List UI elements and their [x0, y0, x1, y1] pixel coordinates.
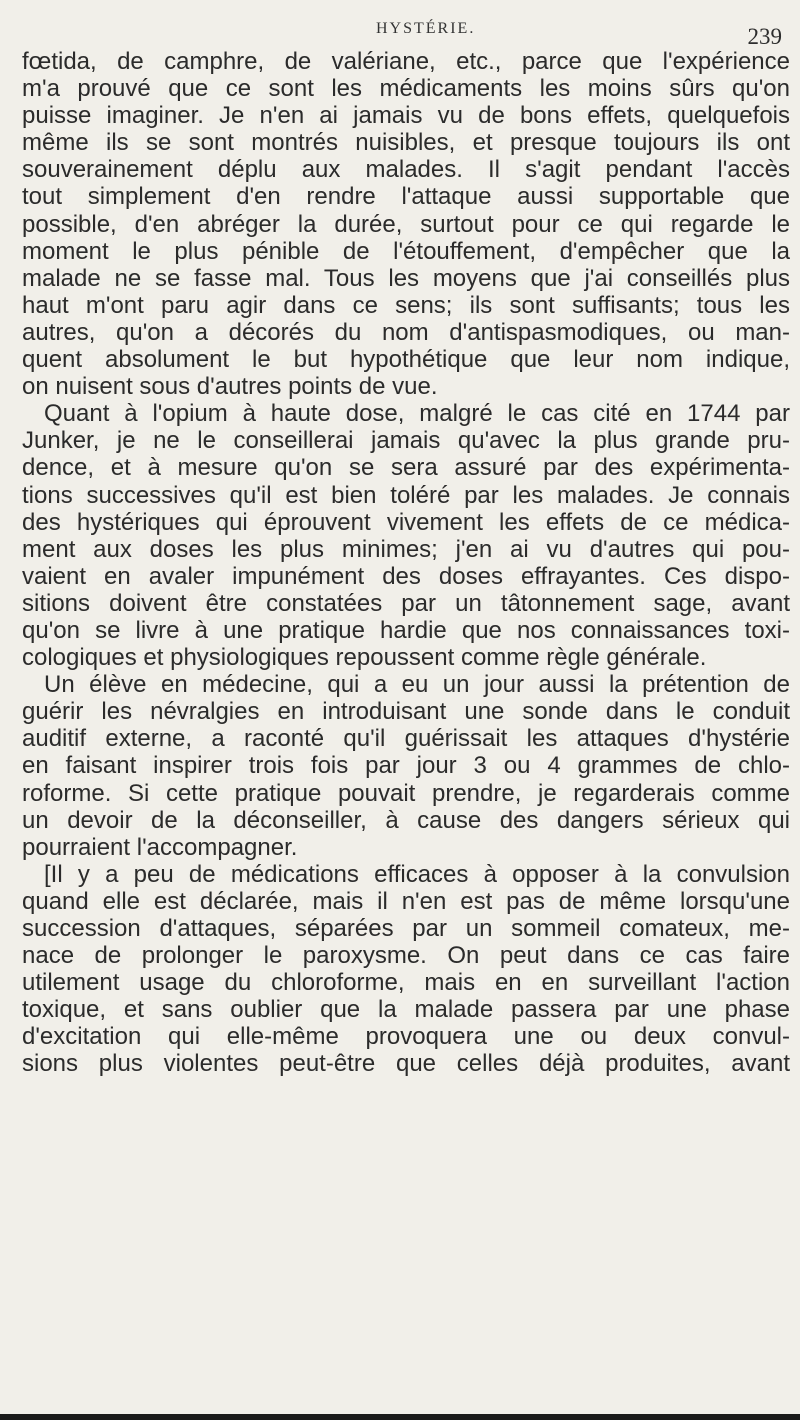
- text-line: souverainement déplu aux malades. Il s'agit pendant l'accès: [22, 156, 790, 184]
- text-line: quand elle est déclarée, mais il n'en est pas de même lorsqu'une: [22, 887, 790, 915]
- body-text: [22, 48, 790, 1078]
- text-line: sions plus violentes peut-être que celles déjà produites, avant: [22, 1050, 790, 1078]
- paragraph-1: [22, 48, 790, 400]
- text-line: qu'on se livre à une pratique hardie que nos connaissances toxi-: [22, 616, 790, 644]
- text-line: d'excitation qui elle-même provoquera une ou deux convul-: [22, 1023, 790, 1051]
- paragraph-4: [22, 861, 790, 1078]
- text-line: haut m'ont paru agir dans ce sens; ils sont suffisants; tous les: [22, 291, 790, 319]
- text-line: tions successives qu'il est bien toléré par les malades. Je connais: [22, 481, 790, 509]
- text-line: un devoir de la déconseiller, à cause des dangers sérieux qui: [22, 806, 790, 834]
- running-title: HYSTÉRIE.: [376, 20, 476, 37]
- text-line: Un élève en médecine, qui a eu un jour aussi la prétention de: [44, 671, 790, 699]
- text-line: nace de prolonger le paroxysme. On peut dans ce cas faire: [22, 942, 790, 970]
- text-line: Junker, je ne le conseillerai jamais qu'avec la plus grande pru-: [22, 427, 790, 455]
- page-bottom-edge: [0, 1414, 800, 1420]
- text-line: m'a prouvé que ce sont les médicaments les moins sûrs qu'on: [22, 75, 790, 103]
- paragraph-2: [22, 400, 790, 671]
- text-line: cologiques et physiologiques repoussent comme règle générale.: [22, 644, 707, 672]
- text-line: puisse imaginer. Je n'en ai jamais vu de bons effets, quelquefois: [22, 102, 790, 130]
- text-line: vaient en avaler impunément des doses effrayantes. Ces dispo-: [22, 562, 790, 590]
- text-line: quent absolument le but hypothétique que leur nom indique,: [22, 346, 790, 374]
- text-line: moment le plus pénible de l'étouffement, d'empêcher que la: [22, 237, 790, 265]
- text-line: sitions doivent être constatées par un tâtonnement sage, avant: [22, 589, 790, 617]
- text-line: même ils se sont montrés nuisibles, et presque toujours ils ont: [22, 129, 790, 157]
- text-line: des hystériques qui éprouvent vivement les effets de ce médica-: [22, 508, 790, 536]
- page-number: 239: [747, 24, 782, 49]
- text-line: succession d'attaques, séparées par un sommeil comateux, me-: [22, 915, 790, 942]
- text-line: malade ne se fasse mal. Tous les moyens que j'ai conseillés plus: [22, 264, 790, 292]
- text-line: roforme. Si cette pratique pouvait prendre, je regarderais comme: [22, 779, 790, 807]
- text-line: auditif externe, a raconté qu'il guérissait les attaques d'hystérie: [22, 725, 790, 753]
- text-line: fœtida, de camphre, de valériane, etc., parce que l'expérience: [22, 48, 790, 75]
- text-line: autres, qu'on a décorés du nom d'antispasmodiques, ou man-: [22, 318, 790, 346]
- text-line: possible, d'en abréger la durée, surtout pour ce qui regarde le: [22, 210, 790, 238]
- text-line: tout simplement d'en rendre l'attaque aussi supportable que: [22, 183, 790, 211]
- text-line: utilement usage du chloroforme, mais en en surveillant l'action: [22, 969, 790, 997]
- text-line: pourraient l'accompagner.: [22, 833, 298, 861]
- text-line: guérir les névralgies en introduisant une sonde dans le conduit: [22, 698, 790, 726]
- text-line: toxique, et sans oublier que la malade passera par une phase: [22, 996, 790, 1024]
- text-line: [Il y a peu de médications efficaces à opposer à la convulsion: [44, 860, 790, 888]
- text-line: en faisant inspirer trois fois par jour 3 ou 4 grammes de chlo-: [22, 752, 790, 780]
- text-line: dence, et à mesure qu'on se sera assuré par des expérimenta-: [22, 454, 790, 482]
- paragraph-3: [22, 671, 790, 861]
- text-line: Quant à l'opium à haute dose, malgré le cas cité en 1744 par: [44, 400, 790, 428]
- text-line: on nuisent sous d'autres points de vue.: [22, 373, 438, 401]
- running-header: [0, 12, 800, 52]
- text-line: ment aux doses les plus minimes; j'en ai vu d'autres qui pou-: [22, 535, 790, 563]
